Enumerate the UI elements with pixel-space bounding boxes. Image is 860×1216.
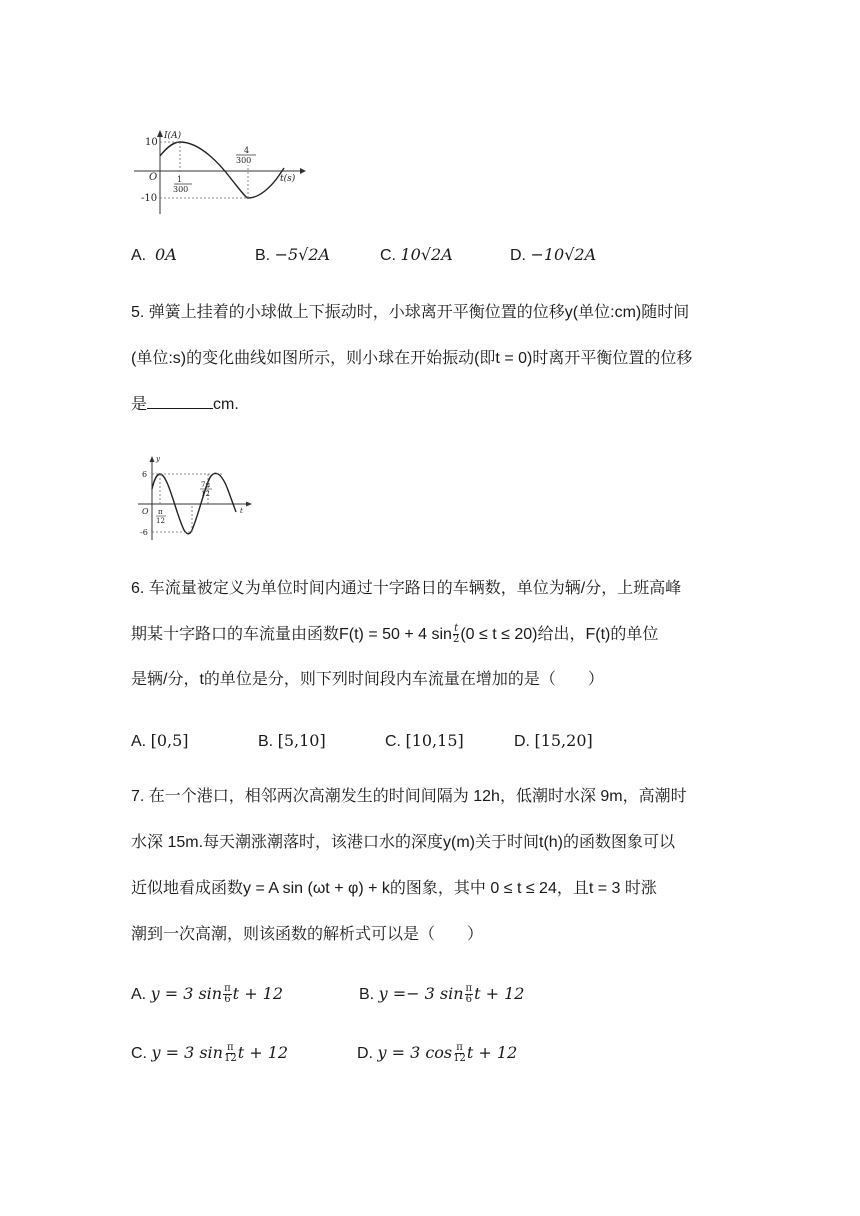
fig1-origin: O bbox=[149, 172, 158, 183]
q6-option-d: D. [15,20] bbox=[514, 731, 593, 750]
q6-option-c: C. [10,15] bbox=[385, 731, 464, 750]
fig1-y-bottom: -10 bbox=[141, 193, 158, 204]
q6-fraction: $\frac{t}{2}$ bbox=[452, 623, 460, 646]
fig2-x1-den: 12 bbox=[156, 517, 165, 525]
q6-option-a: A. [0,5] bbox=[131, 731, 189, 750]
q5-line-2: (单位:s)的变化曲线如图所示，则小球在开始振动(即t = 0)时离开平衡位置的位移 bbox=[131, 350, 693, 367]
q7-option-b: B. y =− 3 sin $\frac{\pi}{6}$ t + 12 bbox=[359, 983, 525, 1006]
fig1-xlabel: t(s) bbox=[280, 174, 296, 184]
fig1-y-top: 10 bbox=[145, 137, 158, 148]
q6-line-3: 是辆/分，t的单位是分，则下列时间段内车流量在增加的是（ ） bbox=[131, 671, 604, 688]
current-sine-graph bbox=[128, 128, 308, 218]
q5-line-1: 5. 弹簧上挂着的小球做上下振动时，小球离开平衡位置的位移y(单位:cm)随时间 bbox=[131, 304, 690, 321]
q7-line-1: 7. 在一个港口，相邻两次高潮发生的时间间隔为 12h，低潮时水深 9m，高潮时 bbox=[131, 788, 687, 805]
fig2-x2-den: 12 bbox=[201, 490, 210, 498]
q4-option-c: C. 10√2A bbox=[380, 245, 453, 264]
answer-blank[interactable] bbox=[147, 394, 213, 409]
fig1-ylabel: I(A) bbox=[164, 131, 182, 141]
fig2-x1-num: π bbox=[158, 508, 163, 516]
q6-number: 6. bbox=[131, 580, 145, 597]
q7-line-4: 潮到一次高潮，则该函数的解析式可以是（ ） bbox=[131, 926, 484, 943]
q4-option-b: B. −5√2A bbox=[255, 245, 331, 264]
spring-sine-graph bbox=[136, 454, 254, 542]
q7-option-c: C. y = 3 sin $\frac{\pi}{12}$ t + 12 bbox=[131, 1042, 289, 1065]
q5-number: 5. bbox=[131, 304, 145, 321]
fig2-y-top: 6 bbox=[142, 470, 148, 479]
q7-line-3: 近似地看成函数y = A sin (ωt + φ) + k的图象，其中 0 ≤ t ≤ 24，且t = 3 时涨 bbox=[131, 880, 657, 897]
q5-line-3: 是 cm. bbox=[131, 396, 239, 413]
fig2-x2-num: 7π bbox=[201, 481, 211, 489]
fig1-x1-num: 1 bbox=[177, 175, 183, 184]
q6-line-2: 期某十字路口的车流量由函数F(t) = 50 + 4 sin $\frac{t}{2}$ (0 ≤ t ≤ 20)给出，F(t)的单位 bbox=[131, 623, 659, 646]
q7-number: 7. bbox=[131, 788, 145, 805]
q7-option-d: D. y = 3 cos $\frac{\pi}{12}$ t + 12 bbox=[357, 1042, 518, 1065]
q4-option-a: A. 0A bbox=[131, 245, 177, 264]
q4-option-d: D. −10√2A bbox=[510, 245, 597, 264]
fig1-x1-den: 300 bbox=[173, 185, 189, 194]
fig2-origin: O bbox=[142, 507, 149, 516]
q7-option-a: A. y = 3 sin $\frac{\pi}{6}$ t + 12 bbox=[131, 983, 284, 1006]
fig2-y-bottom: -6 bbox=[140, 528, 148, 537]
q7-line-2: 水深 15m.每天潮涨潮落时，该港口水的深度y(m)关于时间t(h)的函数图象可以 bbox=[131, 834, 676, 851]
fig2-xlabel: t bbox=[240, 507, 243, 515]
q6-line-1: 6. 车流量被定义为单位时间内通过十字路日的车辆数，单位为辆/分，上班高峰 bbox=[131, 580, 682, 597]
fig1-x2-num: 4 bbox=[244, 146, 250, 155]
q6-option-b: B. [5,10] bbox=[258, 731, 326, 750]
fig2-ylabel: y bbox=[156, 455, 160, 463]
fig1-x2-den: 300 bbox=[236, 156, 252, 165]
